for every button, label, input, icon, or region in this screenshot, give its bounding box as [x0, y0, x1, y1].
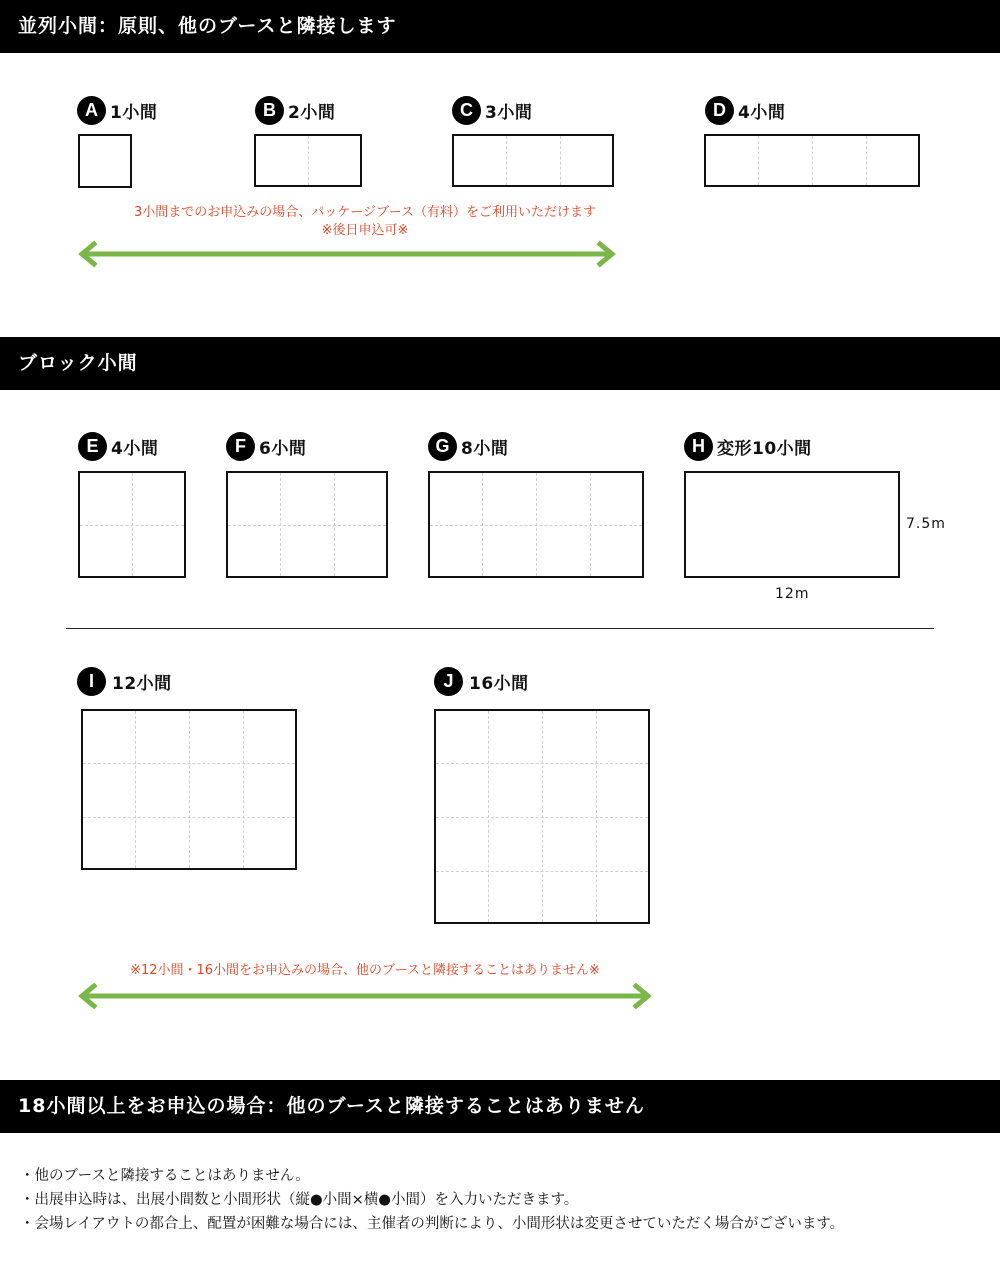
- badge-e: E: [78, 432, 107, 461]
- booth-size-h: 変形10小間: [717, 438, 812, 459]
- package-note: [40, 204, 690, 240]
- package-note-line1: 3小間までのお申込みの場合、パッケージブース（有料）をご利用いただけます: [134, 205, 596, 220]
- booth-size-j: 16小間: [469, 673, 529, 694]
- booth-label-c: [452, 95, 532, 125]
- block-note: ※12小間・16小間をお申込みの場合、他のブースと隣接することはありません※: [130, 963, 600, 978]
- badge-b: B: [255, 96, 284, 125]
- booth-h: [684, 471, 900, 578]
- booth-label-e: [78, 431, 158, 461]
- bullet-list: [20, 1164, 844, 1236]
- section-header-large: [0, 1080, 1000, 1133]
- booth-size-b: 2小間: [288, 102, 336, 123]
- booth-g: [428, 471, 644, 578]
- booth-size-e: 4小間: [111, 438, 159, 459]
- booth-f: [226, 471, 388, 578]
- booth-b: [254, 134, 362, 187]
- booth-size-i: 12小間: [112, 673, 172, 694]
- badge-h: H: [684, 432, 713, 461]
- badge-i: I: [77, 667, 106, 696]
- booth-i: [81, 709, 297, 870]
- dimension-width: 12m: [775, 586, 810, 602]
- booth-label-h: [684, 431, 812, 461]
- booth-j: [434, 709, 650, 924]
- booth-label-f: [226, 431, 306, 461]
- dimension-height: 7.5m: [906, 516, 946, 532]
- booth-size-a: 1小間: [110, 102, 158, 123]
- booth-size-f: 6小間: [259, 438, 307, 459]
- booth-a: [78, 134, 132, 188]
- badge-g: G: [428, 432, 457, 461]
- booth-d: [704, 134, 920, 187]
- section-header-block: [0, 337, 1000, 390]
- badge-d: D: [705, 96, 734, 125]
- booth-label-a: [77, 95, 157, 125]
- bullet-item: ・他のブースと隣接することはありません。: [20, 1168, 310, 1184]
- bullet-item: ・会場レイアウトの都合上、配置が困難な場合には、主催者の判断により、小間形状は変更させていただく場合がございます。: [20, 1216, 845, 1232]
- booth-label-d: [705, 95, 785, 125]
- booth-size-d: 4小間: [738, 102, 786, 123]
- section-header-parallel: [0, 0, 1000, 53]
- booth-label-i: [77, 666, 172, 696]
- badge-a: A: [77, 96, 106, 125]
- booth-size-c: 3小間: [485, 102, 533, 123]
- section-title-parallel: 並列小間：原則、他のブースと隣接します: [18, 15, 397, 37]
- booth-label-g: [428, 431, 508, 461]
- package-note-line2: ※後日申込可※: [321, 223, 409, 238]
- booth-e: [78, 471, 186, 578]
- bullet-item: ・出展申込時は、出展小間数と小間形状（縦●小間×横●小間）を入力いただきます。: [20, 1192, 579, 1208]
- range-arrow-parallel: [76, 240, 618, 268]
- badge-c: C: [452, 96, 481, 125]
- section-title-large: 18小間以上をお申込の場合：他のブースと隣接することはありません: [18, 1095, 645, 1117]
- booth-c: [452, 134, 614, 187]
- section-divider: [66, 628, 934, 629]
- booth-size-g: 8小間: [461, 438, 509, 459]
- booth-label-b: [255, 95, 335, 125]
- badge-j: J: [434, 667, 463, 696]
- badge-f: F: [226, 432, 255, 461]
- range-arrow-block: [76, 982, 654, 1010]
- booth-label-j: [434, 666, 529, 696]
- section-title-block: ブロック小間: [18, 352, 138, 374]
